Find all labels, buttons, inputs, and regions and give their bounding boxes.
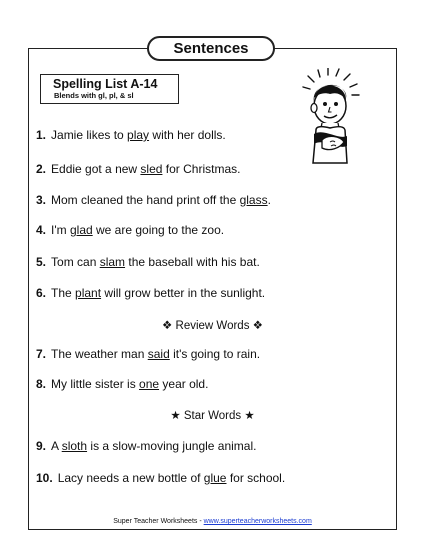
spelling-word: said [147,347,170,361]
spelling-word: sled [140,162,163,176]
sentence-text: will grow better in the sunlight. [101,286,266,300]
sentence-number: 5. [36,255,47,269]
sentence-text: year old. [159,377,209,391]
footer-text: Super Teacher Worksheets - [113,518,204,525]
sentence-text: it's going to rain. [169,347,261,361]
sentence-number: 8. [36,377,47,391]
spelling-list-box [40,74,179,104]
sentence-5 [36,255,260,269]
sentence-text: My little sister is [51,377,140,391]
page-title: Sentences [147,36,275,61]
sentence-text: with her dolls. [149,128,226,142]
sentence-number: 4. [36,223,47,237]
spelling-word: glad [69,223,93,237]
sentence-text: I'm [51,223,70,237]
star-words-heading: ★ Star Words ★ [170,410,255,422]
sentence-text: A [51,439,62,453]
sentence-text: for school. [226,471,286,485]
sentence-text: The [51,286,76,300]
spelling-word: plant [75,286,102,300]
sentence-number: 7. [36,347,47,361]
sentence-3 [36,193,271,207]
sentence-text: we are going to the zoo. [92,223,225,237]
spelling-word: sloth [61,439,88,453]
spelling-word: play [127,128,150,142]
footer [0,518,425,525]
spelling-list-title: Spelling List A-14 [53,77,158,91]
sentence-number: 9. [36,439,47,453]
sentence-text: Eddie got a new [51,162,141,176]
spelling-word: glass [239,193,268,207]
spelling-list-subtitle: Blends with gl, pl, & sl [54,91,134,100]
sentence-2 [36,162,240,176]
sentence-8 [36,377,208,391]
spelling-word: glue [203,471,227,485]
sentence-text: Mom cleaned the hand print off the [51,193,240,207]
thinking-boy-illustration [300,68,370,168]
review-words-heading: ❖ Review Words ❖ [162,320,263,332]
sentence-number: 1. [36,128,47,142]
sentence-number: 2. [36,162,47,176]
sentence-text: Tom can [51,255,100,269]
sentence-number: 6. [36,286,47,300]
sentence-9 [36,439,256,453]
sentence-text: . [267,193,271,207]
footer-link[interactable]: www.superteacherworksheets.com [203,518,312,525]
sentence-text: The weather man [51,347,148,361]
sentence-7 [36,347,260,361]
sentence-text: is a slow-moving jungle animal. [87,439,257,453]
sentence-number: 3. [36,193,47,207]
sentence-text: the baseball with his bat. [125,255,260,269]
sentence-number: 10. [36,471,53,485]
sentence-1 [36,128,226,142]
sentence-text: Lacy needs a new bottle of [57,471,204,485]
sentence-10 [36,471,285,485]
sentence-text: Jamie likes to [51,128,128,142]
spelling-word: slam [99,255,126,269]
spelling-word: one [139,377,160,391]
sentence-text: for Christmas. [162,162,241,176]
sentence-6 [36,286,265,300]
sentence-4 [36,223,224,237]
